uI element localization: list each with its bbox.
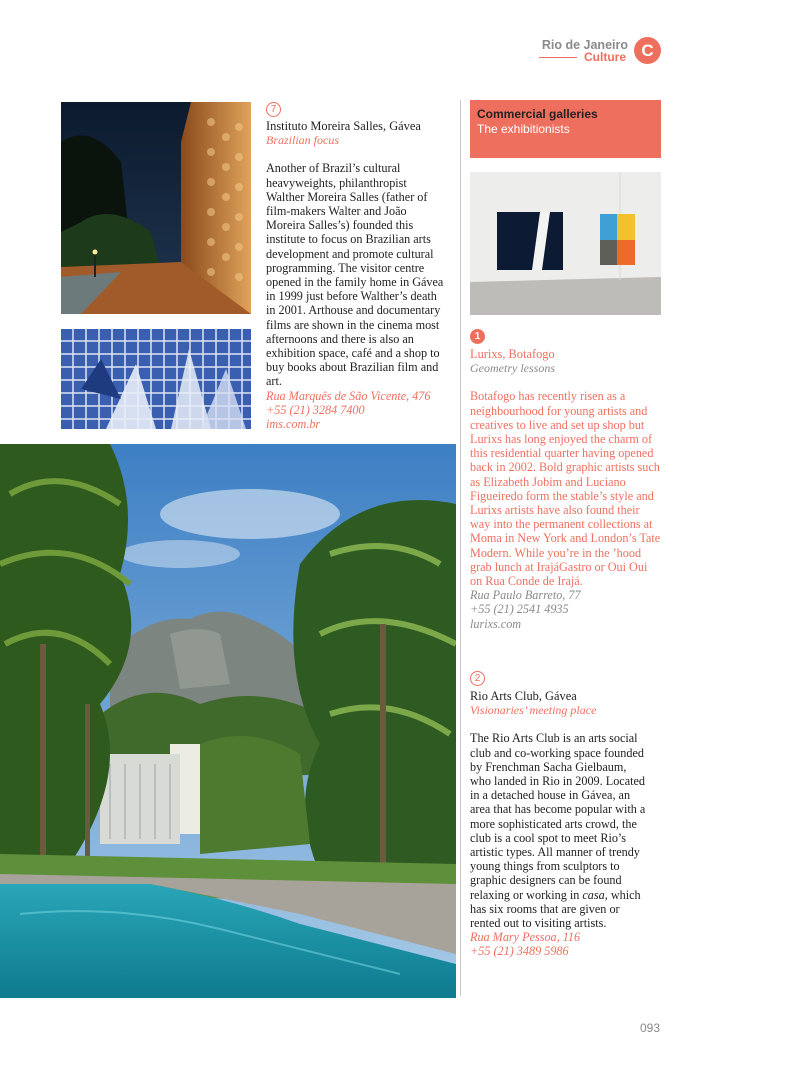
venue-phone: +55 (21) 2541 4935: [470, 602, 569, 617]
venue-number-7: 7: [266, 102, 281, 117]
azulejo-tiles-photo: [61, 329, 251, 429]
venue-subtitle: Visionaries’ meeting place: [470, 703, 597, 718]
venue-description: Another of Brazil’s cultural heavyweights, philanthropist Walther Moreira Salles (father of film-makers Walter and João Moreira Salles’s) founded this institute to focus on Brazilian arts development and promote cultural programming. The visitor centre opened in the family home in Gávea in 1999 just before Walther’s death in 2001. Arthouse and documentary films are shown in the cinema most afternoons and there is also an exhibition space, café and a shop to buy books about Brazilian film and art.: [266, 161, 444, 389]
venue-address: Rua Mary Pessoa, 116: [470, 930, 581, 945]
ims-entry: [266, 119, 446, 431]
category-subtitle: The exhibitionists: [477, 122, 570, 136]
venue-website[interactable]: lurixs.com: [470, 616, 522, 631]
column-divider: [460, 100, 461, 996]
venue-phone: +55 (21) 3489 5986: [470, 944, 569, 959]
category-header-box: [470, 100, 661, 158]
venue-subtitle: Brazilian focus: [266, 133, 340, 148]
section-label: Culture: [584, 50, 626, 64]
venue-title: Lurixs, Botafogo: [470, 347, 555, 361]
rio-arts-club-garden-photo: [0, 444, 456, 998]
venue-title: Rio Arts Club, Gávea: [470, 689, 577, 703]
header-rule: [539, 57, 577, 58]
venue-description: The Rio Arts Club is an arts social club and co-working space founded by Frenchman Sacha Gielbaum, who landed in Rio in 2009. Located in a detached house in Gávea, an area that has become popular with a more sophisticated arts crowd, the club is a cool spot to meet Rio’s artistic types. All manner of trendy young things from sculptors to graphic designers can be found relaxing or working in casa, which has six rooms that are given or rented out to visiting artists.: [470, 731, 646, 931]
venue-phone: +55 (21) 3284 7400: [266, 402, 365, 417]
page-number: 093: [640, 1021, 661, 1035]
venue-title: Instituto Moreira Salles, Gávea: [266, 119, 421, 133]
venue-website[interactable]: ims.com.br: [266, 417, 321, 432]
venue-number-1: 1: [470, 329, 485, 344]
venue-description: Botafogo has recently risen as a neighbourhood for young artists and creatives to live and set up shop but Lurixs has long enjoyed the charm of this residential quarter having opened back in 2002. Bold graphic artists such as Elizabeth Jobim and Luciano Figueiredo form the stable’s style and Lurixs artists have also found their way into the permanent collections at Moma in New York and London’s Tate Modern. While you’re in the ’hood grab lunch at IrajáGastro or Oui Oui on Rua Conde de Irajá.: [470, 389, 661, 589]
venue-address: Rua Marquês de São Vicente, 476: [266, 388, 431, 403]
rio-arts-club-entry: [470, 689, 650, 959]
lurixs-gallery-photo: [470, 172, 661, 315]
section-badge: C: [634, 37, 661, 64]
venue-number-2: 2: [470, 671, 485, 686]
venue-subtitle: Geometry lessons: [470, 361, 555, 376]
category-title: Commercial galleries: [477, 107, 598, 121]
ims-building-photo: [61, 102, 251, 314]
lurixs-entry: [470, 347, 662, 631]
section-city-title: Rio de Janeiro: [541, 38, 628, 52]
venue-address: Rua Paulo Barreto, 77: [470, 588, 581, 603]
